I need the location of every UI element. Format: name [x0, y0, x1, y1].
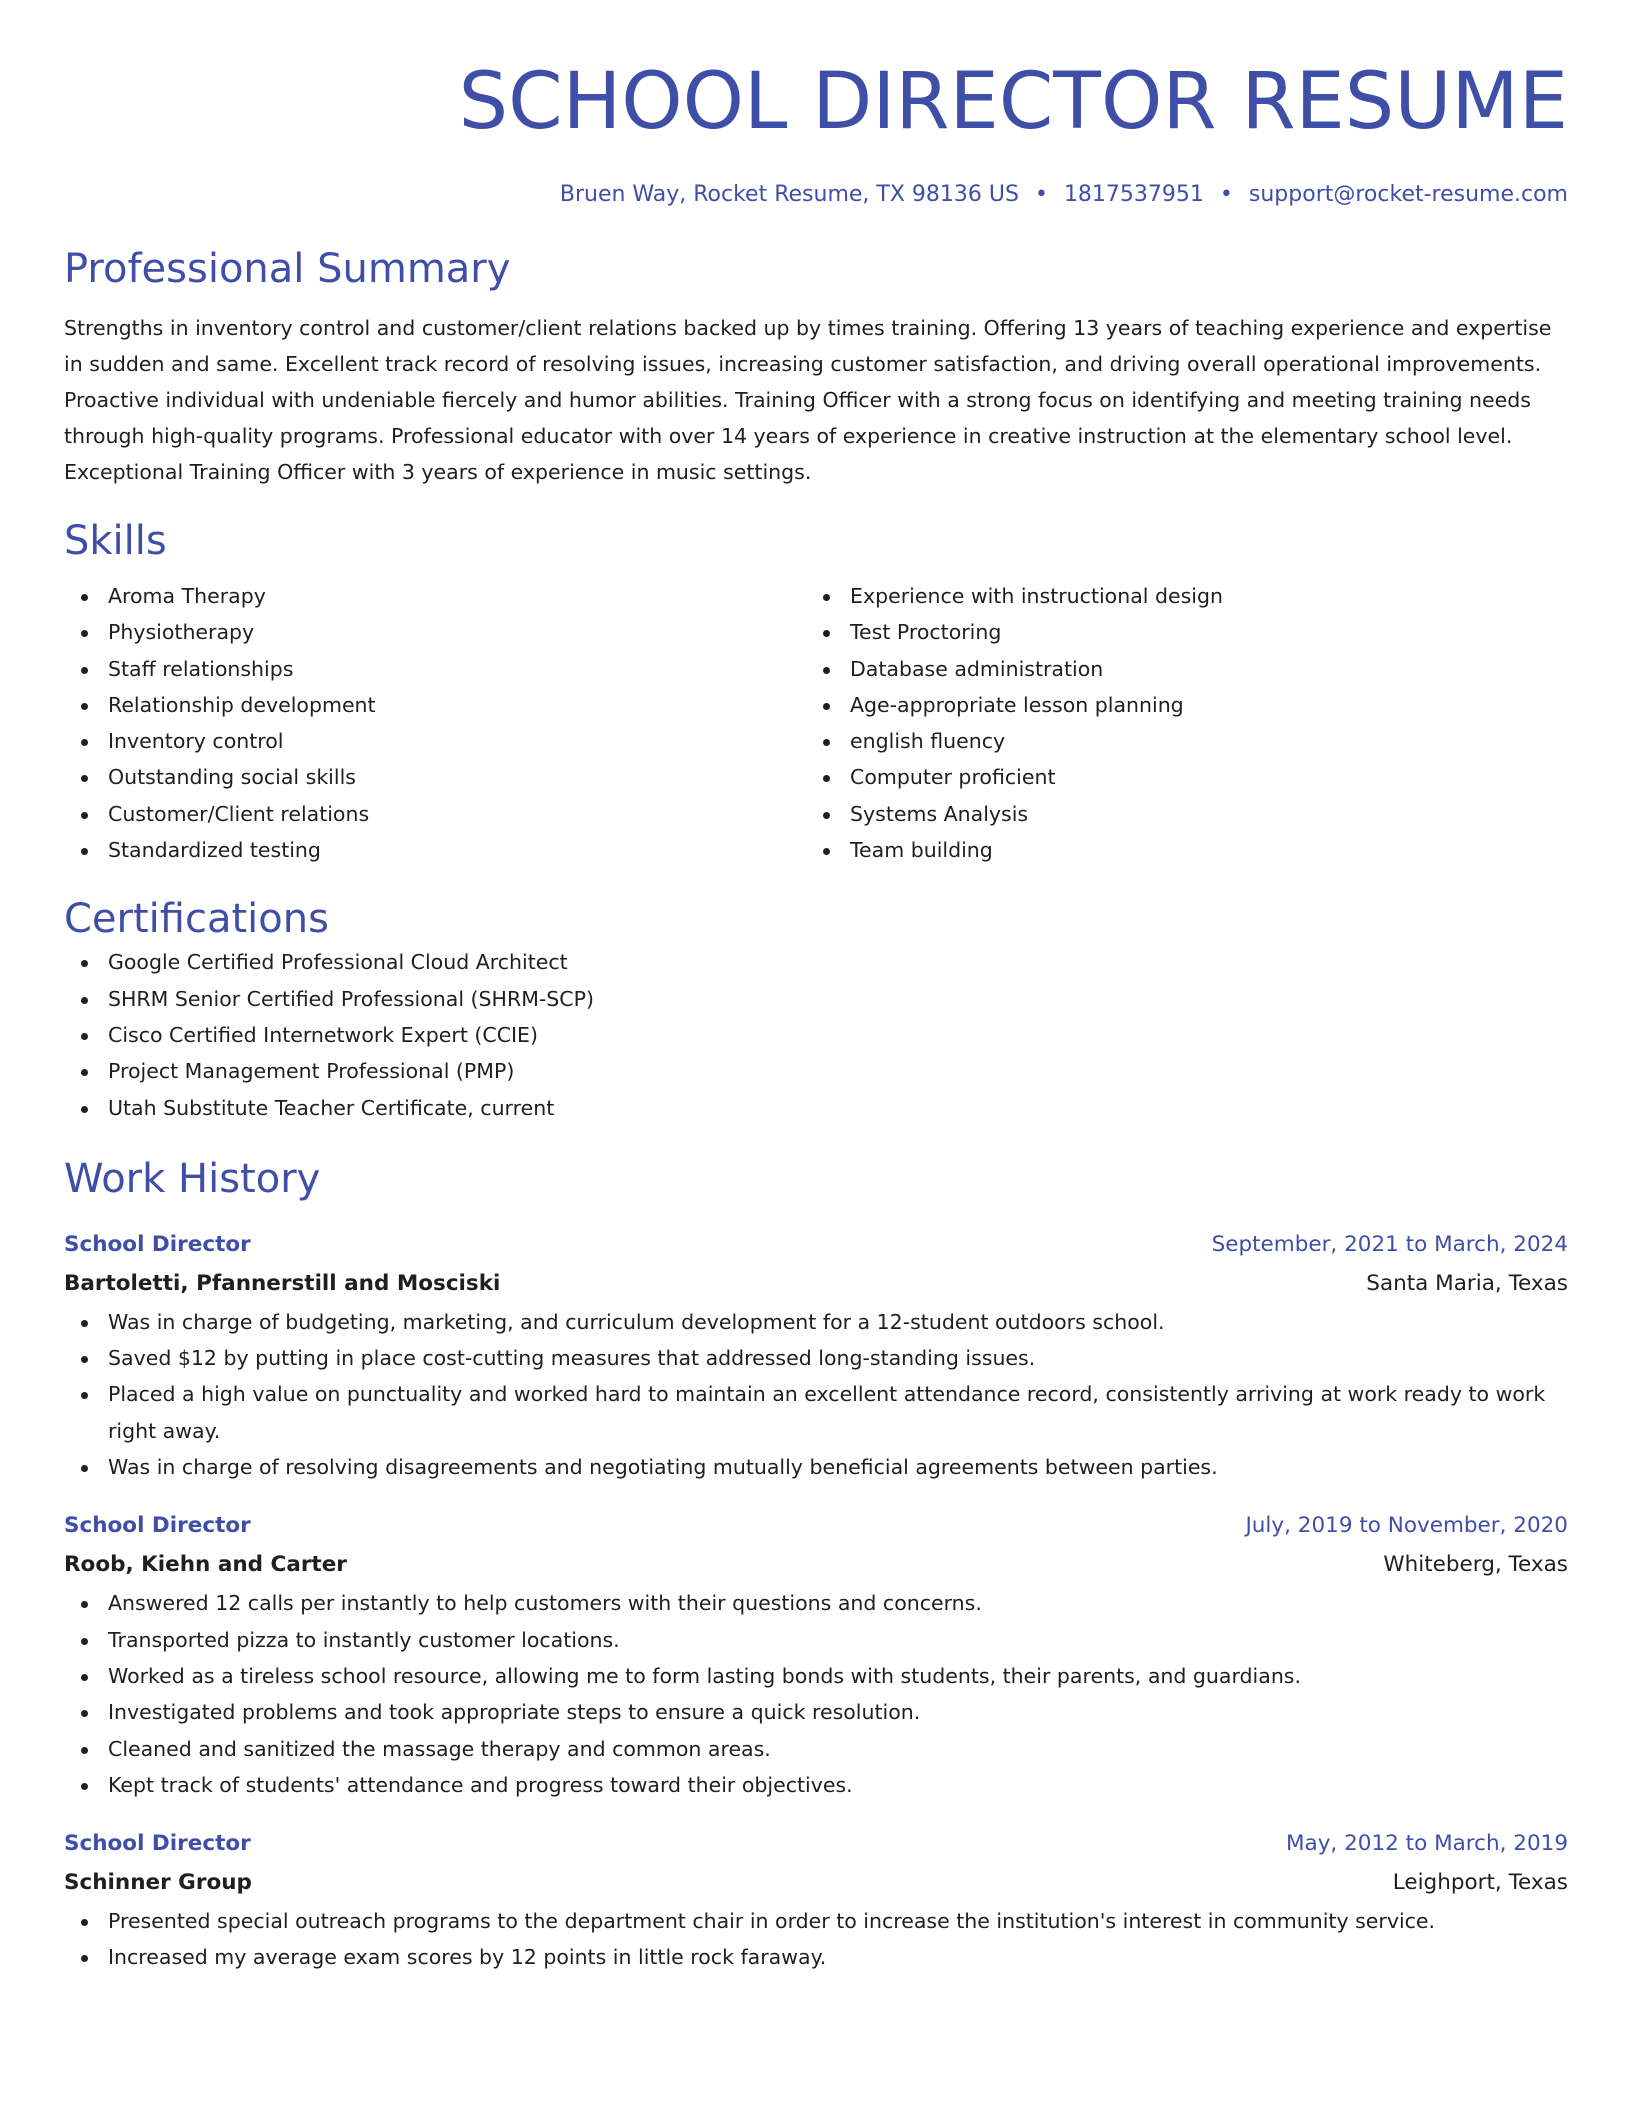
job-bullet-item: Saved $12 by putting in place cost-cutting measures that addressed long-standing issues.	[64, 1340, 1568, 1376]
job-entry	[64, 1825, 1568, 1976]
skill-item: english fluency	[806, 723, 1548, 759]
skill-item: Database administration	[806, 651, 1548, 687]
skill-item: Physiotherapy	[64, 614, 806, 650]
skills-list-left	[64, 578, 806, 868]
skills-grid	[64, 578, 1568, 868]
job-bullet-list	[64, 1304, 1568, 1485]
certification-item: Google Certified Professional Cloud Architect	[64, 944, 1568, 980]
contact-line	[64, 180, 1568, 210]
job-location: Leighport, Texas	[1392, 1870, 1568, 1896]
job-company-row	[64, 1863, 1568, 1903]
skills-column-right	[806, 578, 1548, 868]
job-dates: September, 2021 to March, 2024	[1211, 1231, 1568, 1257]
job-bullet-item: Kept track of students' attendance and progress toward their objectives.	[64, 1767, 1568, 1803]
skill-item: Computer proficient	[806, 759, 1548, 795]
job-role: School Director	[64, 1231, 251, 1257]
job-location: Whiteberg, Texas	[1383, 1552, 1568, 1578]
contact-email[interactable]: support@rocket-resume.com	[1248, 182, 1568, 207]
certifications-list	[64, 944, 1568, 1125]
job-dates: July, 2019 to November, 2020	[1245, 1513, 1568, 1539]
job-bullet-item: Was in charge of resolving disagreements and negotiating mutually beneficial agreements between parties.	[64, 1449, 1568, 1485]
job-bullet-item: Worked as a tireless school resource, allowing me to form lasting bonds with students, their parents, and guardians.	[64, 1658, 1568, 1694]
professional-summary-text: Strengths in inventory control and customer/client relations backed up by times training. Offering 13 years of teaching experience and expertise in sudden and same. Excellent track record of resolving issues, increasing customer satisfaction, and driving overall operational improvements. Proactive individual with undeniable fiercely and humor abilities. Training Officer with a strong focus on identifying and meeting training needs through high-quality programs. Professional educator with over 14 years of experience in creative instruction at the elementary school level. Exceptional Training Officer with 3 years of experience in music settings.	[64, 316, 1552, 484]
job-bullet-item: Presented special outreach programs to the department chair in order to increase the institution's interest in community service.	[64, 1903, 1568, 1939]
skill-item: Test Proctoring	[806, 614, 1548, 650]
certification-item: Utah Substitute Teacher Certificate, current	[64, 1090, 1568, 1126]
skill-item: Systems Analysis	[806, 796, 1548, 832]
contact-separator: •	[1219, 182, 1233, 207]
job-bullet-item: Increased my average exam scores by 12 points in little rock faraway.	[64, 1939, 1568, 1975]
skill-item: Staff relationships	[64, 651, 806, 687]
contact-address: Bruen Way, Rocket Resume, TX 98136 US	[559, 182, 1019, 207]
job-bullet-item: Investigated problems and took appropriate steps to ensure a quick resolution.	[64, 1694, 1568, 1730]
job-title-row	[64, 1825, 1568, 1863]
certification-item: SHRM Senior Certified Professional (SHRM-SCP)	[64, 981, 1568, 1017]
job-bullet-item: Cleaned and sanitized the massage therapy and common areas.	[64, 1731, 1568, 1767]
certification-item: Project Management Professional (PMP)	[64, 1053, 1568, 1089]
job-title-row	[64, 1507, 1568, 1545]
job-entry	[64, 1226, 1568, 1485]
job-bullet-item: Was in charge of budgeting, marketing, and curriculum development for a 12-student outdoors school.	[64, 1304, 1568, 1340]
contact-separator: •	[1034, 182, 1048, 207]
certification-item: Cisco Certified Internetwork Expert (CCIE)	[64, 1017, 1568, 1053]
skills-heading: Skills	[64, 518, 167, 564]
job-bullet-item: Placed a high value on punctuality and worked hard to maintain an excellent attendance record, consistently arriving at work ready to work right away.	[64, 1376, 1568, 1449]
job-title-row	[64, 1226, 1568, 1264]
job-bullet-list	[64, 1585, 1568, 1803]
contact-phone: 1817537951	[1063, 182, 1204, 207]
skill-item: Customer/Client relations	[64, 796, 806, 832]
job-entry	[64, 1507, 1568, 1803]
skills-column-left	[64, 578, 806, 868]
job-company: Schinner Group	[64, 1870, 252, 1896]
job-location: Santa Maria, Texas	[1366, 1270, 1568, 1296]
certifications-heading: Certifications	[64, 896, 329, 943]
skill-item: Outstanding social skills	[64, 759, 806, 795]
job-company-row	[64, 1264, 1568, 1304]
work-history-list	[64, 1226, 1568, 1976]
job-role: School Director	[64, 1513, 251, 1539]
professional-summary-heading: Professional Summary	[64, 246, 511, 292]
skill-item: Inventory control	[64, 723, 806, 759]
skill-item: Standardized testing	[64, 832, 806, 868]
work-history-heading: Work History	[64, 1155, 321, 1202]
skill-item: Relationship development	[64, 687, 806, 723]
job-company: Bartoletti, Pfannerstill and Mosciski	[64, 1270, 501, 1296]
skill-item: Age-appropriate lesson planning	[806, 687, 1548, 723]
job-company-row	[64, 1545, 1568, 1585]
job-dates: May, 2012 to March, 2019	[1285, 1831, 1568, 1857]
job-bullet-item: Answered 12 calls per instantly to help customers with their questions and concerns.	[64, 1585, 1568, 1621]
resume-page	[64, 0, 1568, 1976]
resume-title: SCHOOL DIRECTOR RESUME	[458, 57, 1568, 147]
job-role: School Director	[64, 1831, 251, 1857]
skill-item: Aroma Therapy	[64, 578, 806, 614]
skill-item: Experience with instructional design	[806, 578, 1548, 614]
job-bullet-item: Transported pizza to instantly customer locations.	[64, 1622, 1568, 1658]
job-bullet-list	[64, 1903, 1568, 1976]
skills-list-right	[806, 578, 1548, 868]
skill-item: Team building	[806, 832, 1548, 868]
job-company: Roob, Kiehn and Carter	[64, 1552, 347, 1578]
